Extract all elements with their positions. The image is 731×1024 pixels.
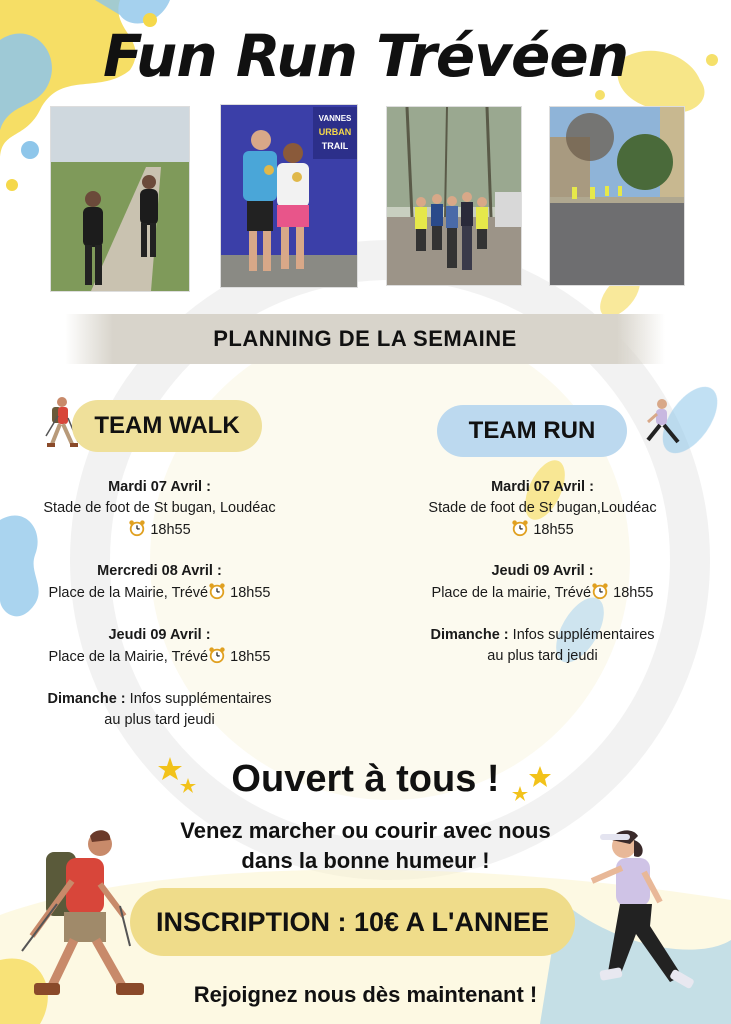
page-title: Fun Run Trévéen xyxy=(102,22,628,90)
open-headline: Ouvert à tous ! xyxy=(231,758,500,800)
run-session-2-time: 18h55 xyxy=(613,585,654,601)
run-sunday xyxy=(405,625,680,667)
run-session-1 xyxy=(405,477,680,541)
walk-session-3-place: Place de la Mairie, Trévé xyxy=(48,649,209,665)
run-sunday-label: Dimanche : xyxy=(430,627,509,643)
walk-sunday-label: Dimanche : xyxy=(47,691,126,707)
footer-cta: Rejoignez nous dès maintenant ! xyxy=(193,982,538,1007)
photo-medal-runners xyxy=(220,104,358,288)
inscription-banner: INSCRIPTION : 10€ A L'ANNEE xyxy=(130,888,575,956)
walk-session-1 xyxy=(22,477,297,541)
walk-session-3-day: Jeudi 09 Avril : xyxy=(108,627,211,643)
alarm-clock-icon xyxy=(511,519,529,537)
runner-small-icon xyxy=(640,396,688,456)
walk-session-1-time: 18h55 xyxy=(150,522,191,538)
run-sunday-text2: au plus tard jeudi xyxy=(487,648,598,664)
planning-heading: PLANNING DE LA SEMAINE xyxy=(65,314,665,364)
open-line-1: Venez marcher ou courir avec nous xyxy=(180,818,551,843)
photo-walkers xyxy=(50,106,190,292)
walk-session-1-place: Stade de foot de St bugan, Loudéac xyxy=(43,500,276,516)
run-session-1-time: 18h55 xyxy=(533,522,574,538)
sign-line-2: URBAN xyxy=(318,127,352,137)
open-line-2: dans la bonne humeur ! xyxy=(241,848,490,873)
alarm-clock-icon xyxy=(591,582,609,600)
run-session-1-day: Mardi 07 Avril : xyxy=(491,479,594,495)
walk-session-3 xyxy=(22,625,297,668)
team-run-badge: TEAM RUN xyxy=(437,405,627,457)
photo-street-run xyxy=(549,106,685,286)
run-sunday-text: Infos supplémentaires xyxy=(512,627,655,643)
team-run-schedule xyxy=(405,477,680,667)
alarm-clock-icon xyxy=(128,519,146,537)
photo-group xyxy=(386,106,522,286)
walk-session-2 xyxy=(22,561,297,604)
walk-session-2-day: Mercredi 08 Avril : xyxy=(97,563,222,579)
walk-sunday-text: Infos supplémentaires xyxy=(129,691,272,707)
walk-session-2-place: Place de la Mairie, Trévé xyxy=(48,585,209,601)
walk-sunday-text2: au plus tard jeudi xyxy=(104,712,215,728)
sign-line-3: TRAIL xyxy=(321,141,349,151)
alarm-clock-icon xyxy=(208,582,226,600)
run-session-2 xyxy=(405,561,680,604)
alarm-clock-icon xyxy=(208,646,226,664)
run-session-2-place: Place de la mairie, Trévé xyxy=(431,585,592,601)
run-session-2-day: Jeudi 09 Avril : xyxy=(491,563,594,579)
run-session-1-place: Stade de foot de St bugan,Loudéac xyxy=(428,500,657,516)
sign-line-1: VANNES xyxy=(318,114,352,123)
walk-session-3-time: 18h55 xyxy=(230,649,271,665)
team-walk-badge: TEAM WALK xyxy=(72,400,262,452)
walk-session-1-day: Mardi 07 Avril : xyxy=(108,479,211,495)
team-walk-schedule xyxy=(22,477,297,731)
walk-sunday xyxy=(22,689,297,731)
walk-session-2-time: 18h55 xyxy=(230,585,271,601)
